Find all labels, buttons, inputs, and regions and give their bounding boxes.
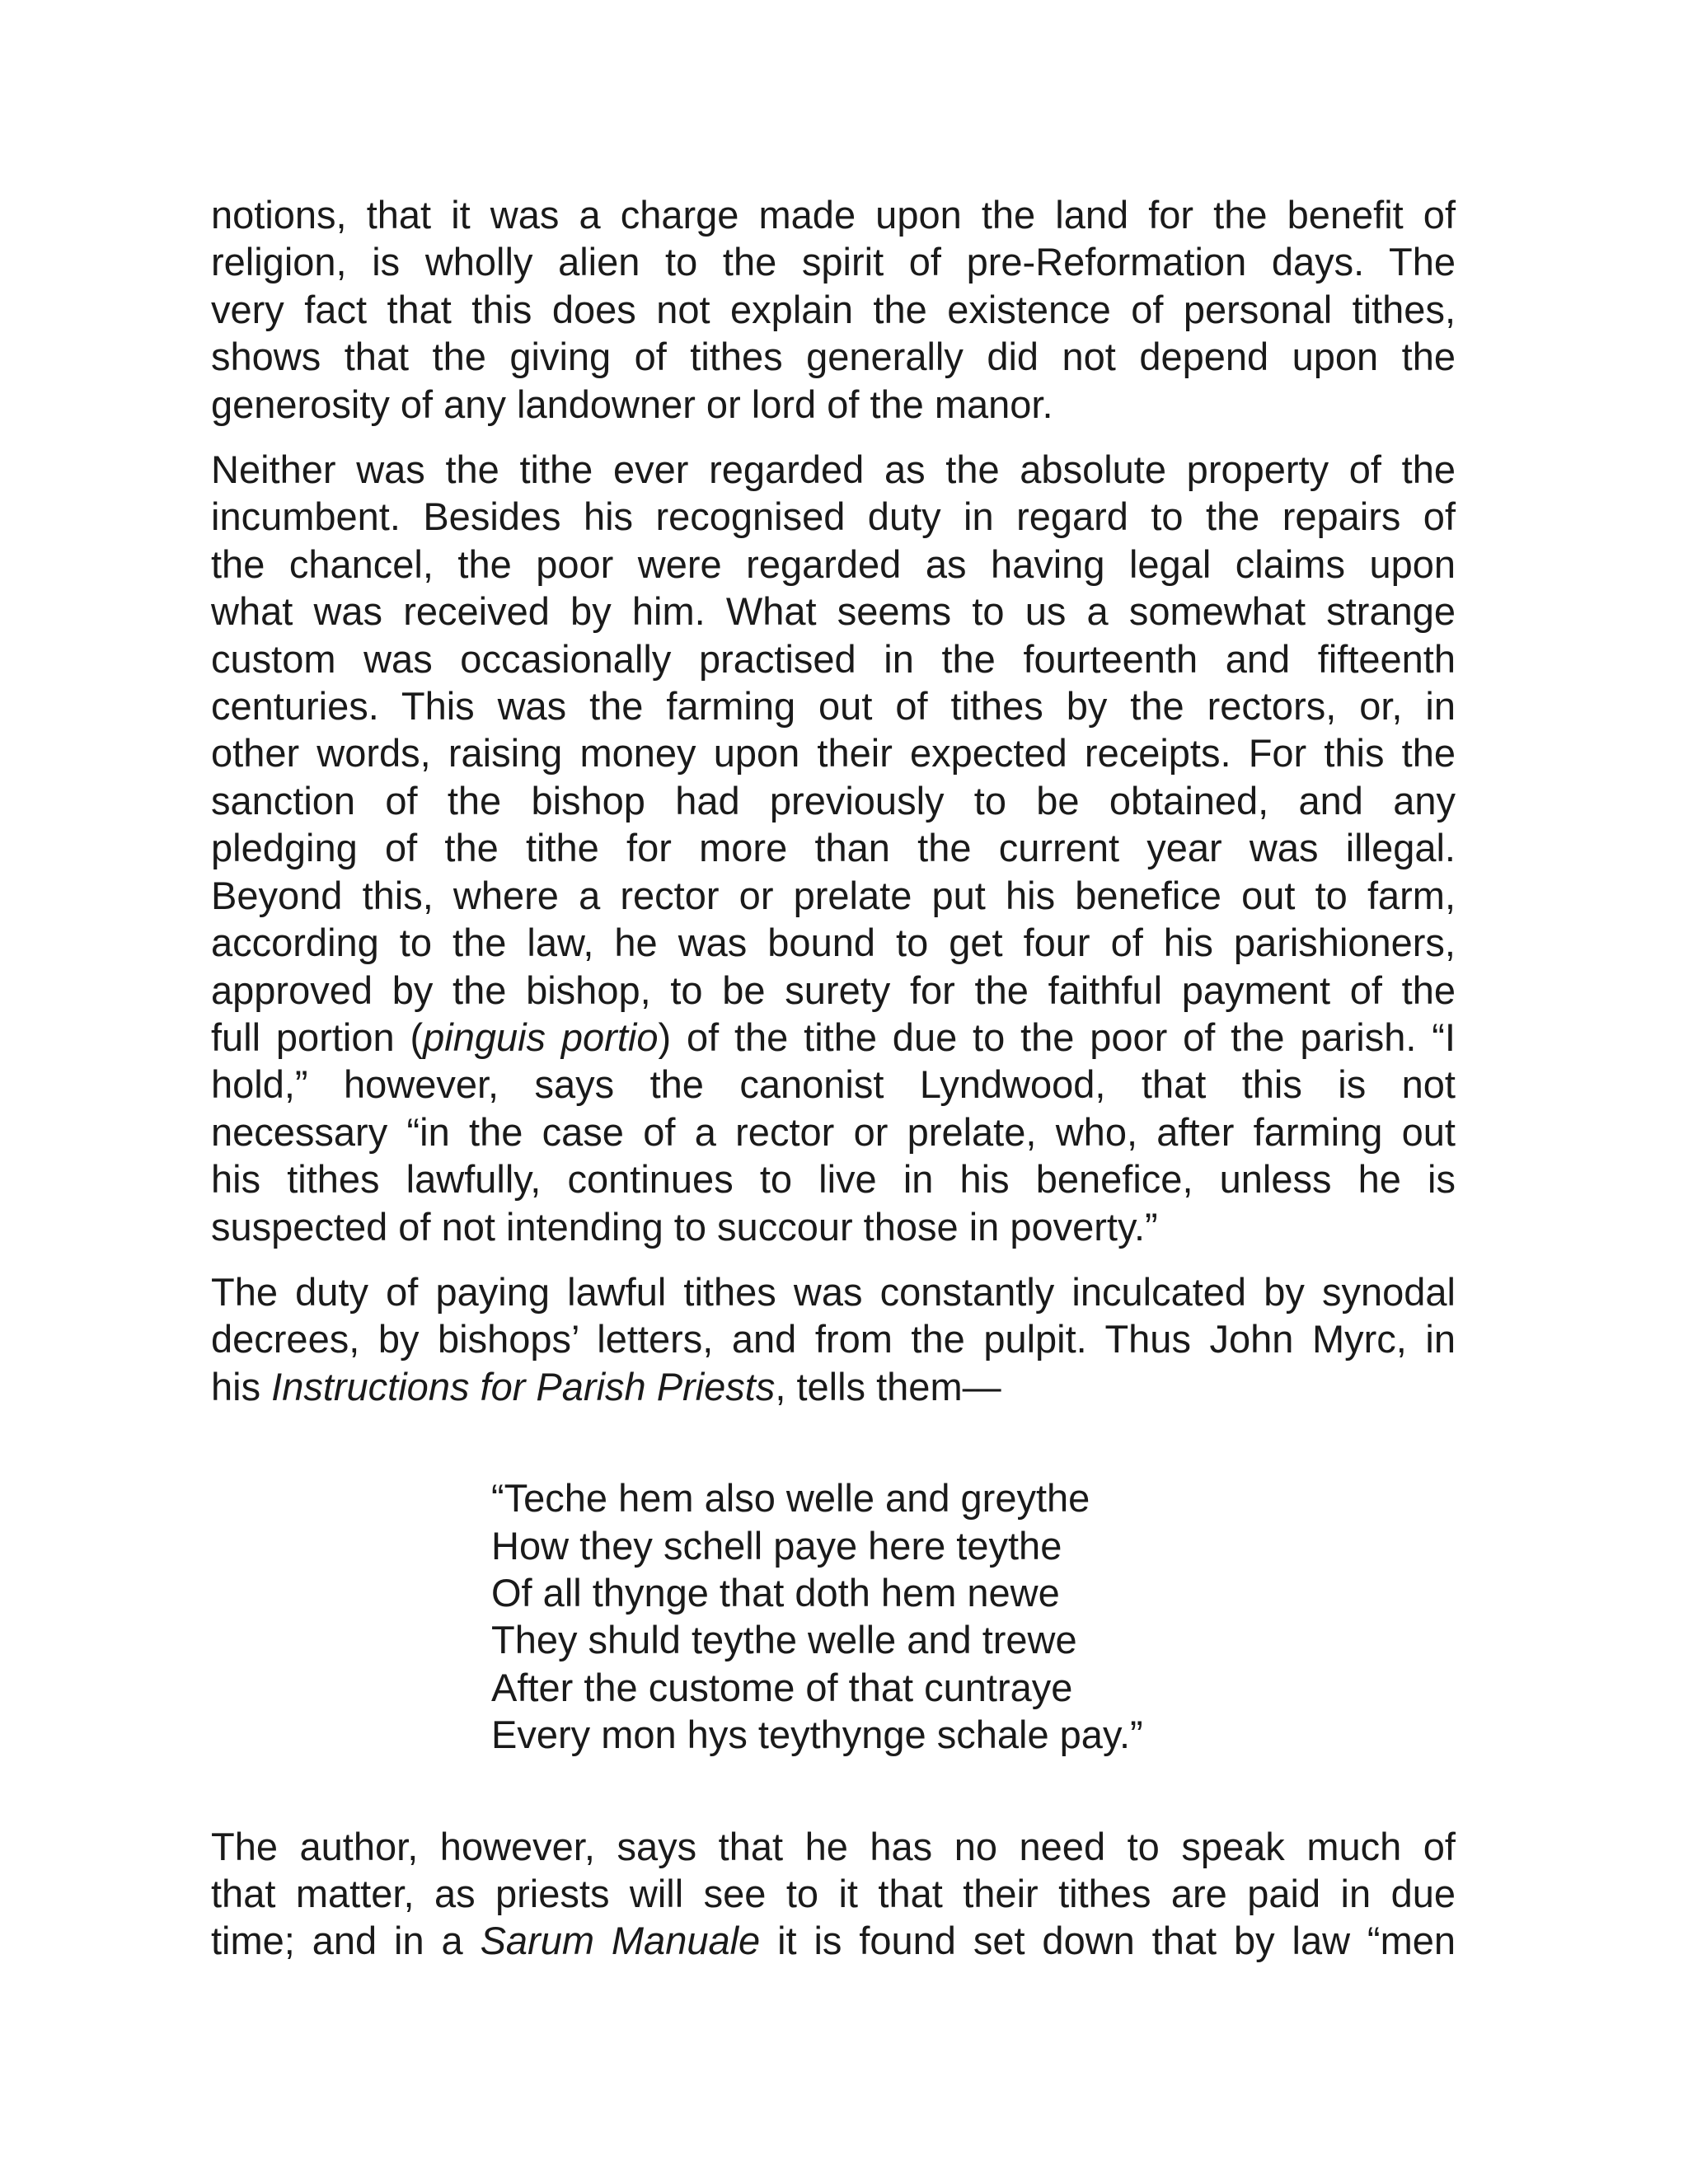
text-line: suspected of not intending to succour those in poverty.”	[211, 1204, 1158, 1249]
text-line: approved by the bishop, to be surety for the faithful payment of the	[211, 968, 1456, 1012]
verse-line: After the custome of that cuntraye	[491, 1665, 1073, 1709]
text-line: incumbent. Besides his recognised duty in regard to the repairs of	[211, 494, 1456, 539]
text-line: necessary “in the case of a rector or prelate, who, after farming out	[211, 1109, 1456, 1154]
text-line: The duty of paying lawful tithes was constantly inculcated by synodal	[211, 1269, 1456, 1314]
text-line: generosity of any landowner or lord of the manor.	[211, 382, 1053, 426]
text-line: centuries. This was the farming out of tithes by the rectors, or, in	[211, 684, 1456, 729]
text-line: very fact that this does not explain the existence of personal tithes,	[211, 287, 1456, 331]
text-line: other words, raising money upon their expected receipts. For this the	[211, 731, 1456, 776]
paragraph-2	[211, 446, 1456, 1250]
text-line: his Instructions for Parish Priests, tells them—	[211, 1364, 1001, 1408]
italic-title: Instructions for Parish Priests	[271, 1364, 776, 1408]
text-line: The author, however, says that he has no need to speak much of	[211, 1824, 1456, 1868]
text-line: Neither was the tithe ever regarded as the absolute property of the	[211, 448, 1456, 492]
text-line: full portion (pinguis portio) of the tithe due to the poor of the parish. “I	[211, 1015, 1456, 1059]
text-line: notions, that it was a charge made upon the land for the benefit of	[211, 193, 1456, 237]
paragraph-3	[211, 1268, 1456, 1410]
verse-line: Every mon hys teythynge schale pay.”	[491, 1713, 1143, 1757]
paragraph-1	[211, 191, 1456, 428]
text-line: pledging of the tithe for more than the current year was illegal.	[211, 826, 1456, 870]
text-line: what was received by him. What seems to us a somewhat strange	[211, 589, 1456, 634]
text-line: religion, is wholly alien to the spirit of pre-Reformation days. The	[211, 240, 1456, 284]
text-line: that matter, as priests will see to it that their tithes are paid in due	[211, 1872, 1456, 1915]
verse-line: Of all thynge that doth hem newe	[491, 1570, 1060, 1615]
verse-line: How they schell paye here teythe	[491, 1523, 1062, 1568]
text-line: custom was occasionally practised in the fourteenth and fifteenth	[211, 636, 1456, 681]
text-line: Beyond this, where a rector or prelate put his benefice out to farm,	[211, 873, 1456, 917]
text-line: hold,” however, says the canonist Lyndwood, that this is not	[211, 1062, 1456, 1107]
text-line: according to the law, he was bound to get four of his parishioners,	[211, 921, 1456, 965]
text-line: sanction of the bishop had previously to be obtained, and any	[211, 778, 1456, 823]
verse-quotation	[491, 1474, 1456, 1758]
text-line: his tithes lawfully, continues to live in his benefice, unless he is	[211, 1157, 1456, 1202]
italic-title: Sarum Manuale	[480, 1919, 761, 1963]
page-body	[211, 191, 1456, 1983]
text-line: time; and in a Sarum Manuale it is found set down that by law “men	[211, 1919, 1456, 1963]
text-line: decrees, by bishops’ letters, and from the pulpit. Thus John Myrc, in	[211, 1317, 1456, 1361]
verse-line: They shuld teythe welle and trewe	[491, 1618, 1077, 1662]
text-line: the chancel, the poor were regarded as having legal claims upon	[211, 541, 1456, 586]
paragraph-closing	[211, 1823, 1456, 1965]
italic-phrase: pinguis portio	[423, 1015, 659, 1059]
verse-line: “Teche hem also welle and greythe	[491, 1476, 1090, 1521]
text-line: shows that the giving of tithes generally did not depend upon the	[211, 335, 1456, 379]
